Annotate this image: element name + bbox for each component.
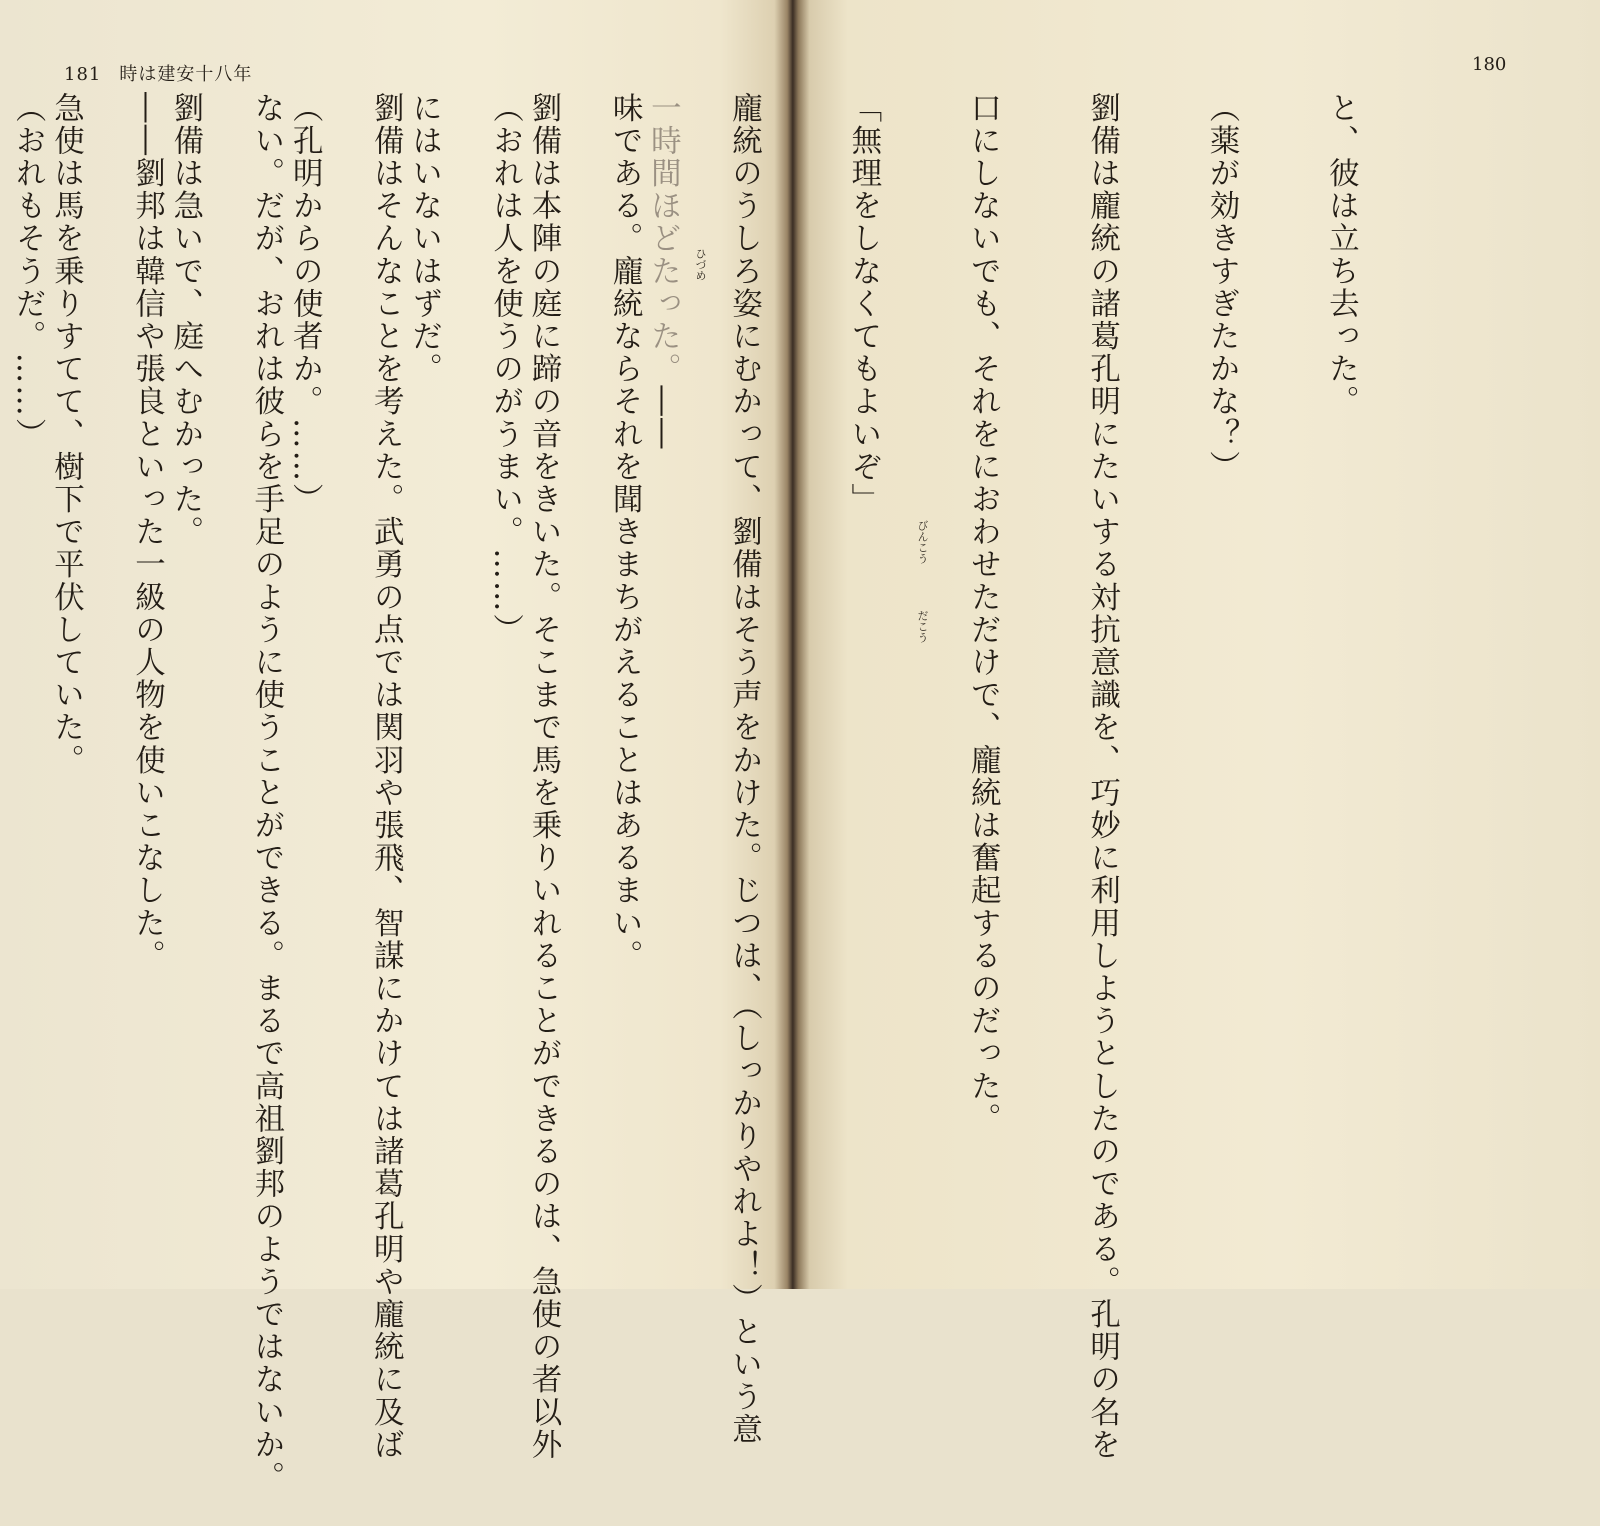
text-line-r11: ――劉邦は韓信や張良といった一級の人物を使いこなした。 [129,92,165,973]
text-line-r12: （おれもそうだ。……） [10,92,46,451]
text-line-l4: （孔明からの使者か。……） [287,92,323,516]
running-title: 時は建安十八年 [119,64,253,85]
faded-text: 一時間ほどたった。 [645,92,681,386]
ruby-binkou: びんこう [916,520,929,564]
text-line-r6: 龐統のうしろ姿にむかって、劉備はそう声をかけた。じつは、（しっかりやれよ！）という意 [726,92,762,1446]
text-line-r5: 「無理をしなくてもよいぞ」 [845,92,881,516]
ruby-hizume: ひづめ [694,248,707,281]
page-number-180: 180 [1472,54,1507,75]
text-line-r10: ない。だが、おれは彼らを手足のように使うことができる。まるで高祖劉邦のようではないか。 [248,92,284,1494]
text-line-l3: にはいないはずだ。 [406,92,442,386]
text-line-l5: 劉備は急いで、庭へむかった。 [167,92,203,549]
ruby-dakou: だこう [916,610,929,643]
text-line-l1: 一時間ほどたった。―― [645,92,681,451]
text-line-l6: 急使は馬を乗りすてて、樹下で平伏していた。 [48,92,84,777]
text-line-l2: 劉備は本陣の庭に蹄の音をきいた。そこまで馬を乗りいれることができるのは、急使の者以外 [526,92,562,1462]
text-line-r4: 口にしないでも、それをにおわせただけで、龐統は奮起するのだった。 [965,92,1001,1136]
text-line-r1: と、彼は立ち去った。 [1323,92,1359,418]
text-line-r2: （薬が効きすぎたかな？） [1204,92,1240,484]
page-number-181: 181 [64,64,102,85]
text-line-r7: 味である。龐統ならそれを聞きまちがえることはあるまい。 [607,92,643,973]
text-line-r3: 劉備は龐統の諸葛孔明にたいする対抗意識を、巧妙に利用しようとしたのである。孔明の名を [1084,92,1120,1462]
text-line-r9: 劉備はそんなことを考えた。武勇の点では関羽や張飛、智謀にかけては諸葛孔明や龐統に及ば [368,92,404,1462]
text-line-r8: （おれは人を使うのがうまい。……） [487,92,523,647]
left-page-header [64,60,252,86]
